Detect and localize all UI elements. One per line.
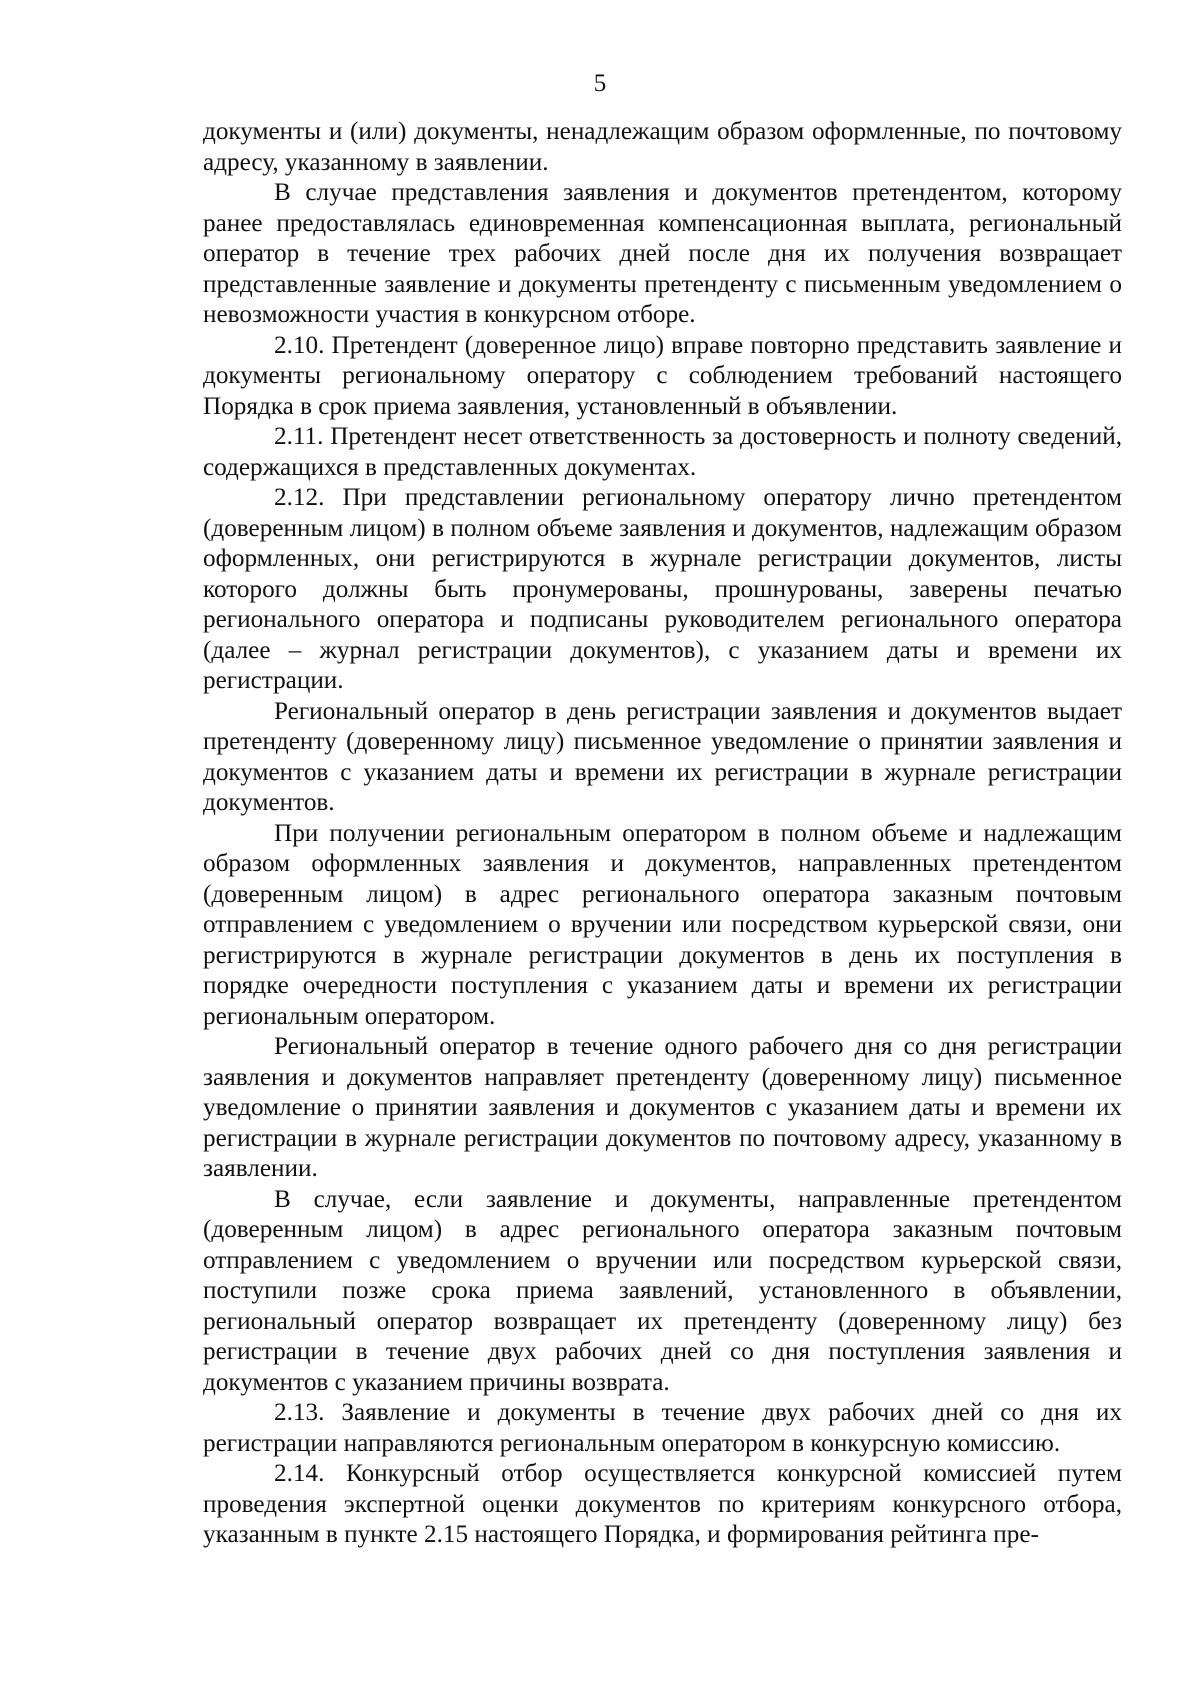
- paragraph-postal-registration: При получении региональным оператором в полном объеме и надлежащим образом оформленных заявления и документов, направленных претендентом (доверенным лицом) в адрес регионального оператора заказным почтовым отправлением с уведомлением о вручении или посредством курьерской связи, они регистрируются в журнале регистрации документов в день их поступления в порядке очередности поступления с указанием даты и времени их регистрации региональным оператором.: [203, 819, 1122, 1030]
- paragraph-postal-notice: Региональный оператор в течение одного рабочего дня со дня регистрации заявления и документов направляет претенденту (доверенному лицу) письменное уведомление о принятии заявления и документов с указанием даты и времени их регистрации в журнале регистрации документов по почтовому адресу, указанному в заявлении.: [203, 1033, 1122, 1182]
- paragraph-2-11: 2.11. Претендент несет ответственность за достоверность и полноту сведений, содержащихся в представленных документах.: [203, 423, 1122, 481]
- document-body: [203, 117, 1122, 1551]
- paragraph-late-return: В случае, если заявление и документы, направленные претендентом (доверенным лицом) в адрес регионального оператора заказным почтовым отправлением с уведомлением о вручении или посредством курьерской связи, поступили позже срока приема заявлений, установленного в объявлении, региональный оператор возвращает их претенденту (доверенному лицу) без регистрации в течение двух рабочих дней со дня поступления заявления и документов с указанием причины возврата.: [203, 1185, 1122, 1396]
- paragraph-2-12: 2.12. При представлении региональному оператору лично претендентом (доверенным лицом) в полном объеме заявления и документов, надлежащим образом оформленных, они регистрируются в журнале регистрации документов, листы которого должны быть пронумерованы, прошнурованы, заверены печатью регионального оператора и подписаны руководителем регионального оператора (далее – журнал регистрации документов), с указанием даты и времени их регистрации.: [203, 484, 1122, 694]
- paragraph-2-10: 2.10. Претендент (доверенное лицо) вправе повторно представить заявление и документы региональному оператору с соблюдением требований настоящего Порядка в срок приема заявления, установленный в объявлении.: [203, 331, 1122, 420]
- paragraph-continuation: документы и (или) документы, ненадлежащим образом оформленные, по почтовому адресу, указанному в заявлении.: [203, 118, 1122, 176]
- page-number: 5: [593, 70, 607, 97]
- paragraph-registration-notice: Региональный оператор в день регистрации заявления и документов выдает претенденту (доверенному лицу) письменное уведомление о принятии заявления и документов с указанием даты и времени их регистрации в журнале регистрации документов.: [203, 697, 1122, 816]
- paragraph-2-13: 2.13. Заявление и документы в течение двух рабочих дней со дня их регистрации направляются региональным оператором в конкурсную комиссию.: [203, 1399, 1122, 1457]
- paragraph-repeat-payment-return: В случае представления заявления и документов претендентом, которому ранее предоставлялась единовременная компенсационная выплата, региональный оператор в течение трех рабочих дней после дня их получения возвращает представленные заявление и документы претенденту с письменным уведомлением о невозможности участия в конкурсном отборе.: [203, 179, 1122, 328]
- paragraph-2-14: 2.14. Конкурсный отбор осуществляется конкурсной комиссией путем проведения экспертной оценки документов по критериям конкурсного отбора, указанным в пункте 2.15 настоящего Порядка, и формирования рейтинга пре-: [203, 1460, 1122, 1548]
